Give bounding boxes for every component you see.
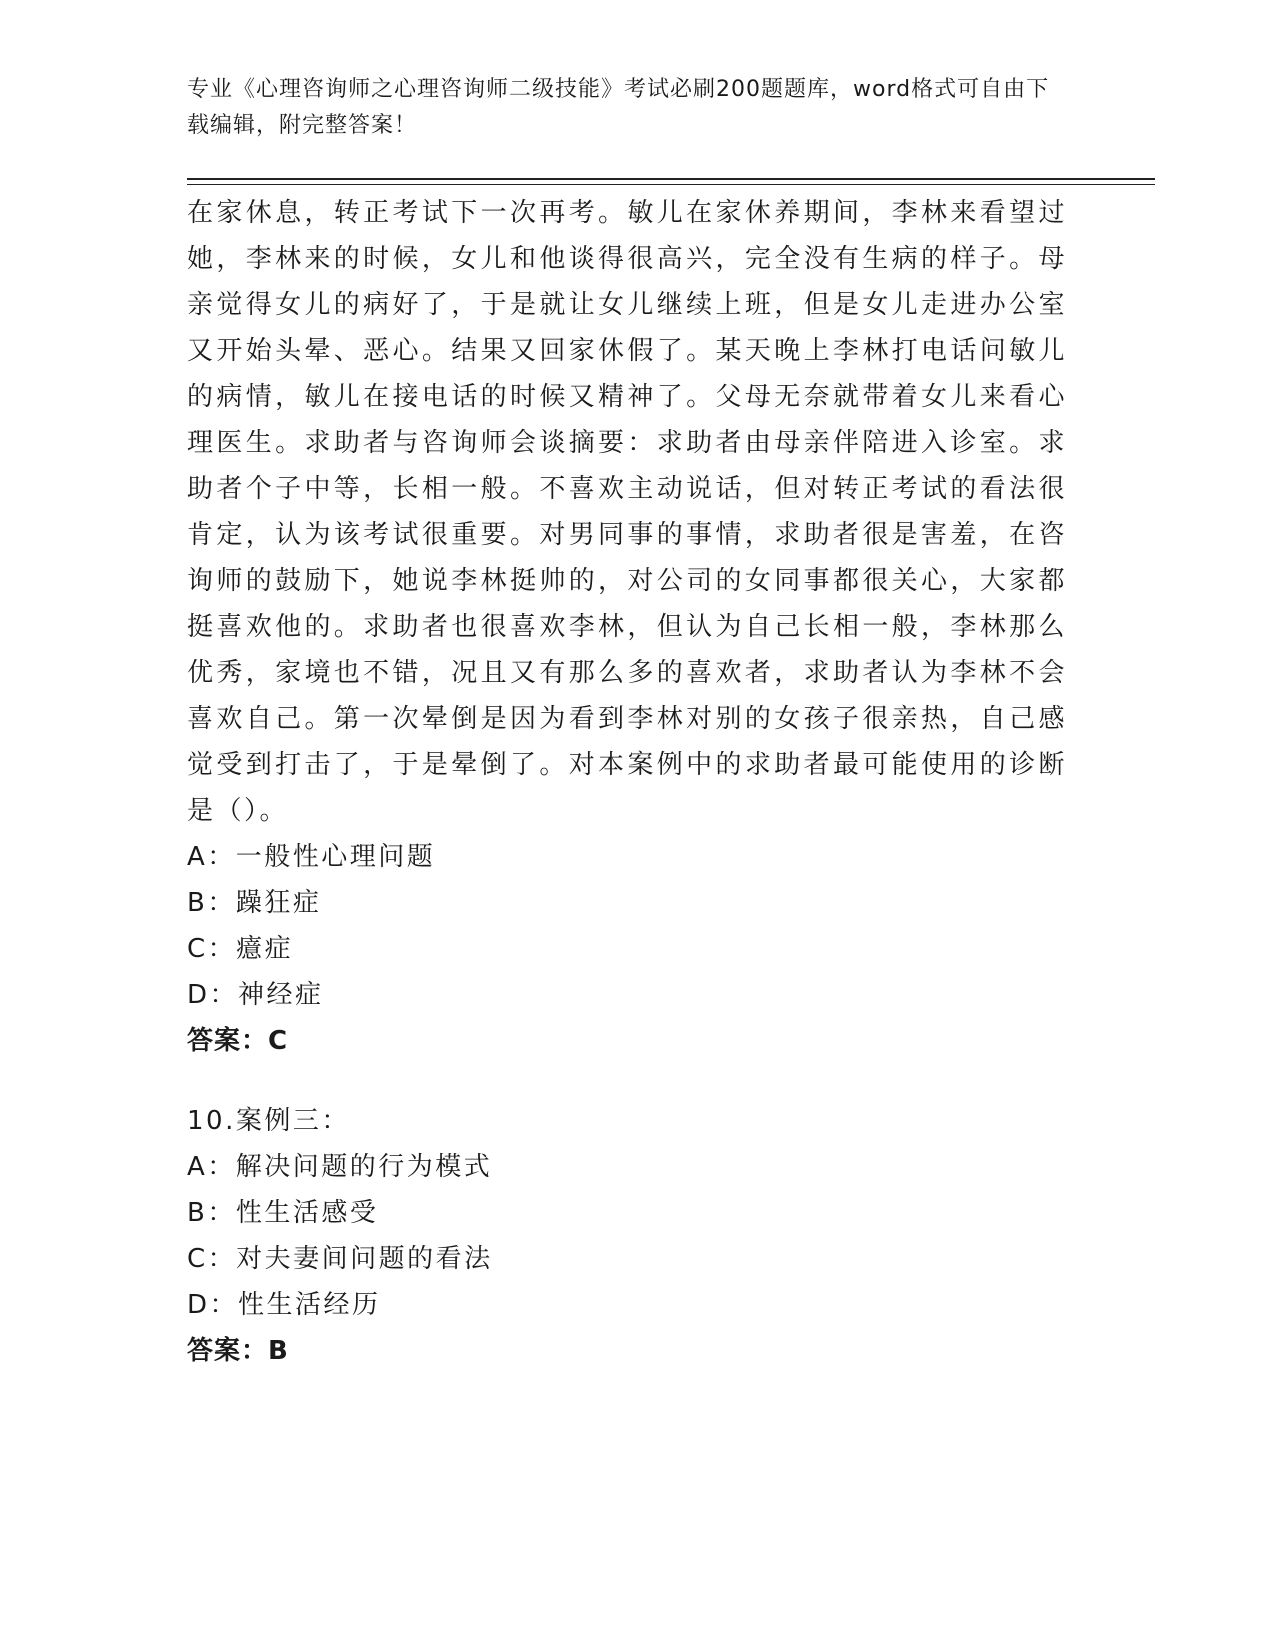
header-rule-thin — [187, 184, 1155, 185]
question-10-answer: 答案：B — [187, 1336, 289, 1366]
page-header: 专业《心理咨询师之心理咨询师二级技能》考试必刷200题题库，word格式可自由下载编辑，附完整答案！ — [187, 77, 1050, 138]
question-10-option-b: B：性生活感受 — [187, 1198, 379, 1228]
question-9-option-b: B：躁狂症 — [187, 888, 322, 918]
header-rule-thick — [187, 178, 1155, 180]
question-9-answer: 答案：C — [187, 1026, 289, 1056]
question-10-option-d: D：性生活经历 — [187, 1290, 381, 1320]
question-9-option-a: A：一般性心理问题 — [187, 842, 436, 872]
question-9-stem: 在家休息，转正考试下一次再考。敏儿在家休养期间，李林来看望过她，李林来的时候，女儿和他谈得很高兴，完全没有生病的样子。母亲觉得女儿的病好了，于是就让女儿继续上班，但是女儿走进办公室又开始头晕、恶心。结果又回家休假了。某天晚上李林打电话问敏儿的病情，敏儿在接电话的时候又精神了。父母无奈就带着女儿来看心理医生。求助者与咨询师会谈摘要：求助者由母亲伴陪进入诊室。求助者个子中等，长相一般。不喜欢主动说话，但对转正考试的看法很肯定，认为该考试很重要。对男同事的事情，求助者很是害羞，在咨询师的鼓励下，她说李林挺帅的，对公司的女同事都很关心，大家都挺喜欢他的。求助者也很喜欢李林，但认为自己长相一般，李林那么优秀，家境也不错，况且又有那么多的喜欢者，求助者认为李林不会喜欢自己。第一次晕倒是因为看到李林对别的女孩子很亲热，自己感觉受到打击了，于是晕倒了。对本案例中的求助者最可能使用的诊断是（）。 — [187, 198, 1067, 826]
question-10-title: 10.案例三： — [187, 1106, 350, 1136]
question-10-option-a: A：解决问题的行为模式 — [187, 1152, 493, 1182]
question-gap — [187, 1064, 1067, 1098]
question-10-option-c: C：对夫妻间问题的看法 — [187, 1244, 493, 1274]
document-body — [187, 190, 1067, 1374]
question-9-option-d: D：神经症 — [187, 980, 324, 1010]
question-9-option-c: C：癔症 — [187, 934, 294, 964]
